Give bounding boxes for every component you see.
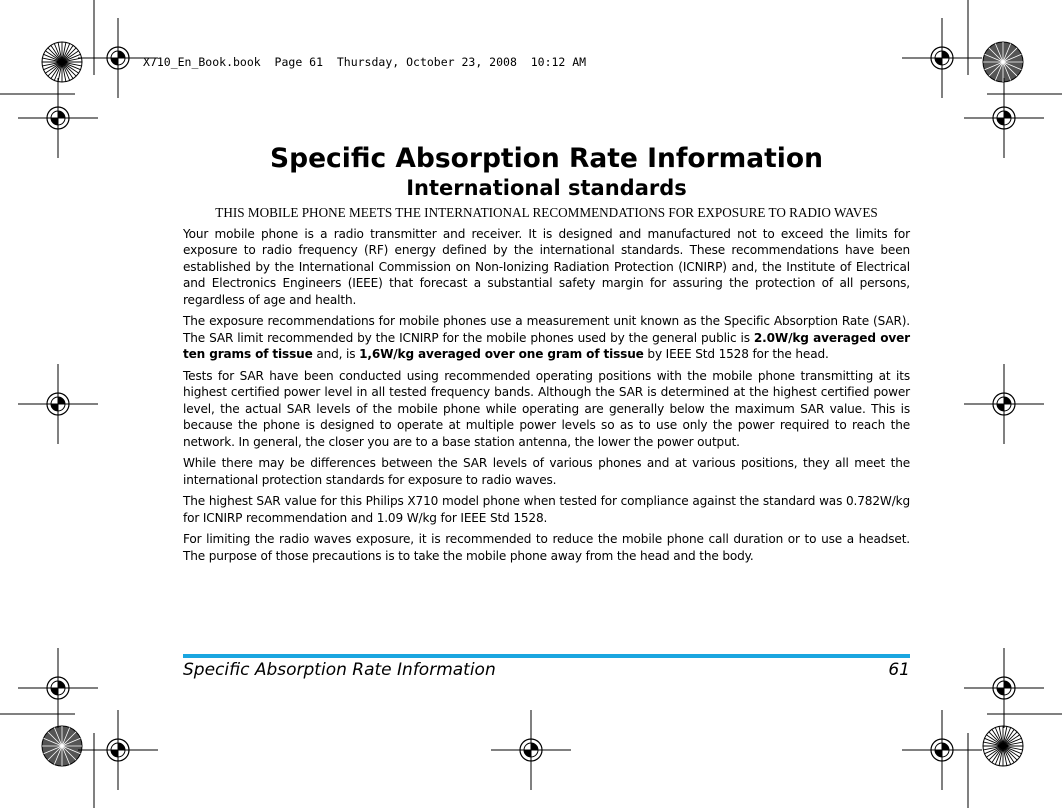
paragraph-intro: Your mobile phone is a radio transmitter and receiver. It is designed and manufactured not to exceed the limits for exposure to radio frequency (RF) energy defined by the international standards. These recommendations have been established by the International Commission on Non-Ionizing Radiation Protection (ICNIRP) and, the Institute of Electrical and Electronics Engineers (IEEE) that forecast a substantial safety margin for assuring the protection of all persons, regardless of age and health.: [183, 226, 910, 307]
page-number: 61: [888, 660, 910, 680]
sar-text: The exposure recommendations for mobile phones use a measurement unit known as the Specific Absorption Rate (SAR). The SAR limit recommended by the ICNIRP for the mobile phones used by the general public is: [183, 314, 910, 345]
paragraph-limiting-exposure: For limiting the radio waves exposure, it is recommended to reduce the mobile phone call duration or to use a headset. The purpose of those precautions is to take the mobile phone away from the head and the body.: [183, 532, 910, 563]
paragraph-tests: Tests for SAR have been conducted using recommended operating positions with the mobile phone transmitting at its highest certified power level in all tested frequency bands. Although the SAR is determined at the highest certified power level, the actual SAR levels of the mobile phone while operating are generally below the maximum SAR value. This is because the phone is designed to operate at multiple power levels so as to use only the power required to reach the network. In general, the closer you are to a base station antenna, the lower the power output.: [183, 368, 910, 449]
paragraph-highest-sar: The highest SAR value for this Philips X710 model phone when tested for compliance against the standard was 0.782W/kg for ICNIRP recommendation and 1.09 W/kg for IEEE Std 1528.: [183, 494, 910, 525]
page-content: [183, 143, 910, 569]
ieee-limit: 1,6W/kg averaged over one gram of tissue: [359, 347, 644, 361]
paragraph-differences: While there may be differences between the SAR levels of various phones and at various positions, they all meet the international protection standards for exposure to radio waves.: [183, 456, 910, 487]
sar-text: and, is: [312, 347, 360, 361]
section-heading: International standards: [406, 176, 687, 200]
print-header-stamp: X710_En_Book.book Page 61 Thursday, October 23, 2008 10:12 AM: [143, 55, 587, 69]
footer-title: Specific Absorption Rate Information: [183, 660, 496, 680]
page-title: Specific Absorption Rate Information: [270, 143, 823, 174]
sar-text: by IEEE Std 1528 for the head.: [643, 347, 829, 361]
footer-rule: [183, 654, 910, 658]
paragraph-sar-limits: [183, 313, 910, 363]
icnirp-limit: 2.0W/kg averaged over ten grams of tissue: [183, 330, 910, 361]
compliance-notice: THIS MOBILE PHONE MEETS THE INTERNATIONAL RECOMMENDATIONS FOR EXPOSURE TO RADIO WAVES: [215, 205, 878, 220]
